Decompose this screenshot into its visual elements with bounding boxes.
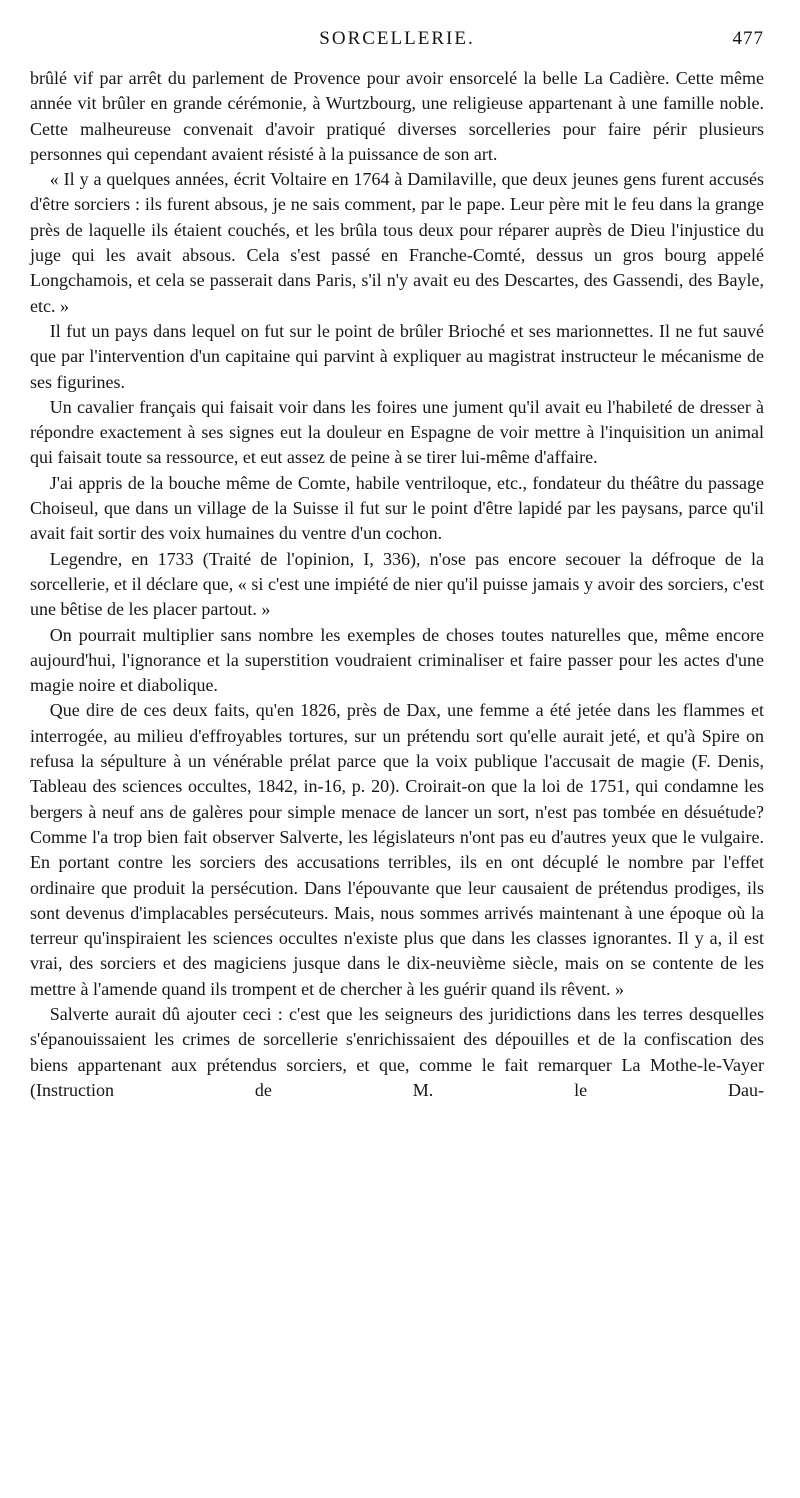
paragraph: J'ai appris de la bouche même de Comte, habile ventriloque, etc., fondateur du théâtre du passage Choiseul, que dans un village de la Suisse il fut sur le point d'être lapidé par les paysans, parce qu'il avait fait sortir des voix humaines du ventre d'un cochon. (30, 472, 764, 544)
paragraph: Un cavalier français qui faisait voir dans les foires une jument qu'il avait eu l'habileté de dresser à répondre exactement à ses signes eut la douleur en Espagne de voir mettre à l'inquisition un animal qui faisait toute sa ressource, et eut assez de peine à se tirer lui-même d'affaire. (30, 396, 764, 468)
running-title: SORCELLERIE. (319, 28, 475, 49)
paragraph: Salverte aurait dû ajouter ceci : c'est que les seigneurs des juridictions dans les terres desquelles s'épanouissaient les crimes de sorcellerie s'enrichissaient des dépouilles et de la confiscation des biens appartenant aux prétendus sorciers, et que, comme le fait remarquer La Mothe-le-Vayer (Instruction de M. le Dau- (30, 1003, 764, 1100)
book-page (30, 28, 764, 1103)
paragraph: Il fut un pays dans lequel on fut sur le point de brûler Brioché et ses marionnettes. Il ne fut sauvé que par l'intervention d'un capitaine qui parvint à expliquer au magistrat instructeur le mécanisme de ses figurines. (30, 320, 764, 392)
paragraph: « Il y a quelques années, écrit Voltaire en 1764 à Damilaville, que deux jeunes gens furent accusés d'être sorciers : ils furent absous, je ne sais comment, par le pape. Leur père mit le feu dans la grange près de laquelle ils étaient couchés, et les brûla tous deux pour réparer auprès de Dieu l'injustice du juge qui les avait absous. Cela s'est passé en Franche-Comté, dessus un gros bourg appelé Longchamois, et cela se passerait dans Paris, s'il n'y avait eu des Descartes, des Gassendi, des Bayle, etc. » (30, 169, 764, 316)
paragraph: Que dire de ces deux faits, qu'en 1826, près de Dax, une femme a été jetée dans les flammes et interrogée, au milieu d'effroyables tortures, sur un prétendu sort qu'elle aurait jeté, et qu'à Spire on refusa la sépulture à un vénérable prélat parce que la voix publique l'accusait de magie (F. Denis, Tableau des sciences occultes, 1842, in-16, p. 20). Croirait-on que la loi de 1751, qui condamne les bergers à neuf ans de galères pour simple menace de lancer un sort, n'est pas tombée en désuétude? Comme l'a trop bien fait observer Salverte, les législateurs n'ont pas eu d'autres yeux que le vulgaire. En portant contre les sorciers des accusations terribles, ils en ont décuplé le nombre par l'effet ordinaire que produit la persécution. Dans l'épouvante que leur causaient de prétendus prodiges, ils sont devenus d'implacables persécuteurs. Mais, nous sommes arrivés maintenant à une époque où la terreur qu'inspiraient les sciences occultes n'existe plus que dans les classes ignorantes. Il y a, il est vrai, des sorciers et des magiciens jusque dans le dix-neuvième siècle, mais on se contente de les mettre à l'amende quand ils trompent et de chercher à les guérir quand ils rêvent. » (30, 700, 764, 999)
body-text (30, 66, 764, 1103)
page-number: 477 (732, 28, 764, 49)
paragraph: brûlé vif par arrêt du parlement de Provence pour avoir ensorcelé la belle La Cadière. Cette même année vit brûler en grande cérémonie, à Wurtzbourg, une religieuse appartenant à une famille noble. Cette malheureuse convenait d'avoir pratiqué diverses sorcelleries pour faire périr plusieurs personnes qui cependant avaient résisté à la puissance de son art. (30, 68, 764, 164)
running-head (30, 28, 764, 54)
paragraph: On pourrait multiplier sans nombre les exemples de choses toutes naturelles que, même encore aujourd'hui, l'ignorance et la superstition voudraient criminaliser et faire passer pour les actes d'une magie noire et diabolique. (30, 624, 764, 696)
paragraph: Legendre, en 1733 (Traité de l'opinion, I, 336), n'ose pas encore secouer la défroque de la sorcellerie, et il déclare que, « si c'est une impiété de nier qu'il puisse jamais y avoir des sorciers, c'est une bêtise de les placer partout. » (30, 548, 764, 620)
